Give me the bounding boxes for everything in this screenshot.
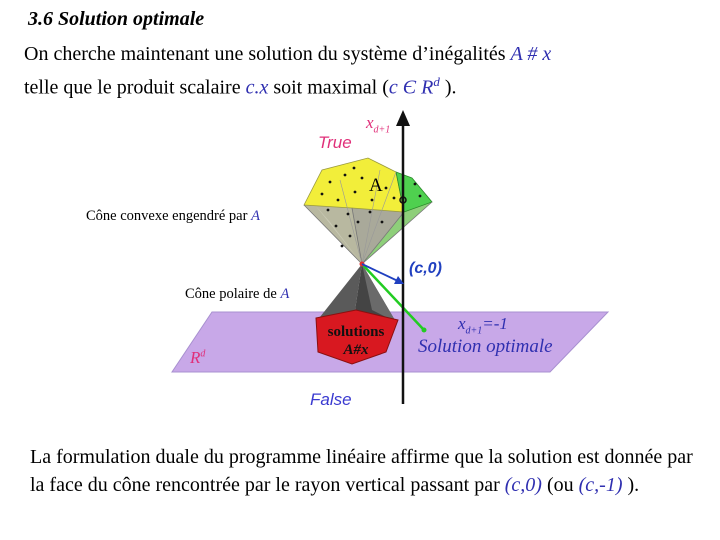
- intro-text-3: soit maximal (: [268, 76, 389, 99]
- plane-eq-value: =-1: [482, 314, 508, 333]
- slide-title: 3.6 Solution optimale: [28, 8, 205, 30]
- footer-c1: (c,-1): [578, 474, 623, 496]
- convex-cone-label: [84, 208, 262, 225]
- convex-cone-label-a: A: [251, 208, 260, 224]
- intro-text-1: On cherche maintenant une solution du système d’inégalités: [24, 43, 511, 65]
- footer-text-2: (ou: [541, 474, 579, 496]
- solutions-line1: solutions: [327, 324, 385, 340]
- plane-equation-label: [458, 314, 508, 336]
- axis-top-label: [366, 113, 390, 135]
- axis-top-x: x: [366, 113, 374, 132]
- rd-label: [190, 348, 205, 368]
- intro-paragraph: [24, 41, 714, 102]
- false-label: False: [310, 390, 352, 409]
- plane-eq-x: x: [458, 314, 466, 333]
- a-label: A: [369, 175, 383, 196]
- intro-d-sup: d: [433, 74, 440, 89]
- convex-cone: [304, 158, 432, 264]
- rd-label-sup: d: [200, 348, 206, 360]
- cone-top-yellow: [304, 158, 404, 212]
- c0-label: (c,0): [409, 260, 442, 277]
- intro-cx: c.x: [245, 76, 269, 99]
- intro-text-2: telle que le produit scalaire: [24, 76, 246, 99]
- rd-label-r: R: [190, 348, 201, 367]
- solutions-line2: A#x: [343, 342, 369, 358]
- intro-formula: A # x: [510, 43, 552, 65]
- polar-cone-label-a: A: [280, 286, 290, 302]
- axis-top-sub: d+1: [373, 124, 391, 136]
- footer-paragraph: [30, 443, 700, 499]
- cone-diagram: [0, 105, 720, 435]
- footer-text-1: La formulation duale du programme linéaire affirme que la solution est donnée par la face du cône rencontrée par le rayon vertical passant par: [30, 446, 693, 496]
- optimal-solution-label: Solution optimale: [418, 336, 553, 357]
- footer-text-3: ).: [622, 474, 640, 496]
- polar-cone-label: [183, 286, 291, 303]
- polar-cone-label-text: Cône polaire de: [185, 286, 281, 302]
- intro-crd: c Є R: [388, 76, 434, 99]
- footer-c0: (c,0): [504, 474, 542, 496]
- convex-cone-label-text: Cône convexe engendré par: [86, 208, 252, 224]
- solutions-label: [320, 323, 392, 359]
- true-label: True: [318, 133, 352, 152]
- plane-eq-sub: d+1: [465, 325, 483, 337]
- intro-text-4: ).: [439, 76, 457, 99]
